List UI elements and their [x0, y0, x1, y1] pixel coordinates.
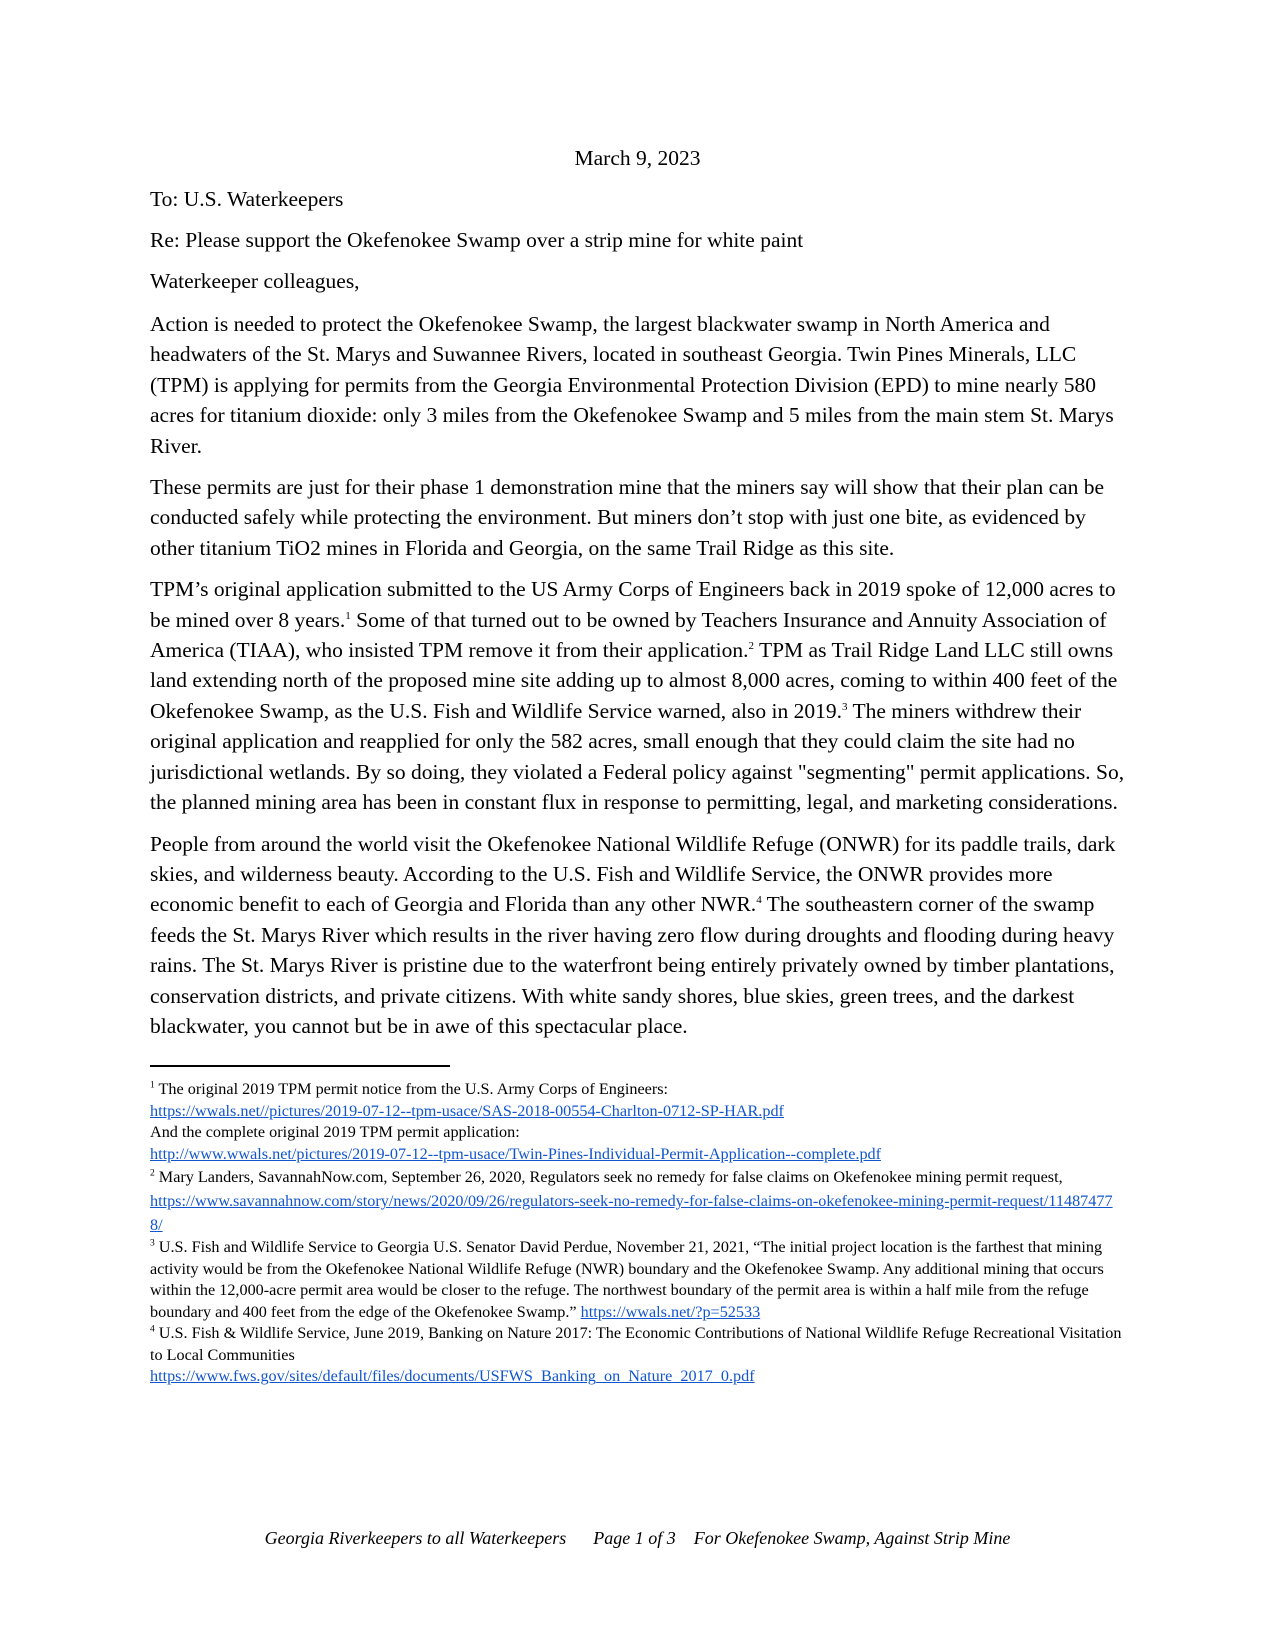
letter-date: March 9, 2023 [574, 146, 701, 170]
footnote-2-link[interactable]: https://www.savannahnow.com/story/news/2020/09/26/regulators-seek-no-remedy-for-false-claims-on-okefenokee-mining-permit-request/114874778/ [150, 1192, 1113, 1235]
footnote-1-text-2: And the complete original 2019 TPM permit application: [150, 1123, 520, 1142]
paragraph-3-part-a: TPM’s original application submitted to the US Army Corps of Engineers back in 2019 spoke of 12,000 acres to be mined over 8 years. [150, 577, 1116, 632]
footnote-3-number: 3 [150, 1238, 155, 1249]
salutation: Waterkeeper colleagues, [150, 269, 360, 293]
footnote-ref-2[interactable]: 2 [748, 639, 754, 652]
footnote-4-number: 4 [150, 1324, 155, 1335]
footnote-4-link[interactable]: https://www.fws.gov/sites/default/files/documents/USFWS_Banking_on_Nature_2017_0.pdf [150, 1367, 755, 1386]
footnote-1-number: 1 [150, 1080, 155, 1091]
footnote-1 [150, 1079, 1125, 1165]
footnote-2-text: Mary Landers, SavannahNow.com, September 26, 2020, Regulators seek no remedy for false claims on Okefenokee mining permit request, [158, 1168, 1063, 1187]
paragraph-1: Action is needed to protect the Okefenokee Swamp, the largest blackwater swamp in North America and headwaters of the St. Marys and Suwannee Rivers, located in southeast Georgia. Twin Pines Minerals, LLC (TPM) is applying for permits from the Georgia Environmental Protection Division (EPD) to mine nearly 580 acres for titanium dioxide: only 3 miles from the Okefenokee Swamp and 5 miles from the main stem St. Marys River. [150, 312, 1114, 458]
footnote-1-link-2[interactable]: http://www.wwals.net/pictures/2019-07-12--tpm-usace/Twin-Pines-Individual-Permit-Application--complete.pdf [150, 1144, 882, 1163]
footnote-4 [150, 1323, 1125, 1388]
letter-body [150, 145, 1125, 1388]
footnote-ref-1[interactable]: 1 [345, 609, 351, 622]
paragraph-3-part-c: TPM as Trail Ridge Land LLC still owns land extending north of the proposed mine site adding up to almost 8,000 acres, coming to within 400 feet of the Okefenokee Swamp, as the U.S. Fish and Wildlife Service warned, also in 2019. [150, 638, 1118, 723]
footnote-ref-4[interactable]: 4 [756, 894, 762, 907]
page-footer: Georgia Riverkeepers to all Waterkeepers Page 1 of 3 For Okefenokee Swamp, Against Strip Mine [264, 1528, 1011, 1548]
footnote-1-text: The original 2019 TPM permit notice from the U.S. Army Corps of Engineers: [158, 1080, 669, 1099]
footnote-2 [150, 1165, 1125, 1237]
subject-line: Re: Please support the Okefenokee Swamp over a strip mine for white paint [150, 228, 804, 252]
paragraph-4-part-b: The southeastern corner of the swamp feeds the St. Marys River which results in the river having zero flow during droughts and flooding during heavy rains. The St. Marys River is pristine due to the waterfront being entirely privately owned by timber plantations, conservation districts, and private citizens. With white sandy shores, blue skies, green trees, and the darkest blackwater, you cannot but be in awe of this spectacular place. [150, 892, 1115, 1038]
paragraph-3-part-d: The miners withdrew their original application and reapplied for only the 582 acres, small enough that they could claim the site had no jurisdictional wetlands. By so doing, they violated a Federal policy against "segmenting" permit applications. So, the planned mining area has been in constant flux in response to permitting, legal, and marketing considerations. [150, 698, 1125, 815]
footnote-3-text: U.S. Fish and Wildlife Service to Georgia U.S. Senator David Perdue, November 21, 2021, “The initial project location is the farthest that mining activity would be from the Okefenokee National Wildlife Refuge (NWR) boundary and the Okefenokee Swamp. Any additional mining that occurs within the 12,000-acre permit area would be closer to the refuge. The northwest boundary of the permit area is within a half mile from the refuge boundary and 400 feet from the edge of the Okefenokee Swamp.” [150, 1238, 1104, 1321]
paragraph-3-part-b: Some of that turned out to be owned by Teachers Insurance and Annuity Association of America (TIAA), who insisted TPM remove it from their application. [150, 607, 1107, 663]
paragraph-2: These permits are just for their phase 1 demonstration mine that the miners say will show that their plan can be conducted safely while protecting the environment. But miners don’t stop with just one bite, as evidenced by other titanium TiO2 mines in Florida and Georgia, on the same Trail Ridge as this site. [150, 475, 1105, 560]
paragraph-3 [150, 574, 1125, 817]
recipient-line: To: U.S. Waterkeepers [150, 187, 344, 211]
footnote-ref-3[interactable]: 3 [841, 700, 848, 713]
paragraph-4-part-a: People from around the world visit the Okefenokee National Wildlife Refuge (ONWR) for its paddle trails, dark skies, and wilderness beauty. According to the U.S. Fish and Wildlife Service, the ONWR provides more economic benefit to each of Georgia and Florida than any other NWR. [150, 831, 1116, 917]
footnote-4-text: U.S. Fish & Wildlife Service, June 2019, Banking on Nature 2017: The Economic Contributions of National Wildlife Refuge Recreational Visitation to Local Communities [150, 1324, 1122, 1364]
paragraph-4 [150, 829, 1125, 1042]
footnote-2-number: 2 [150, 1168, 155, 1179]
footnote-3 [150, 1237, 1125, 1323]
footnote-1-link[interactable]: https://wwals.net//pictures/2019-07-12--tpm-usace/SAS-2018-00554-Charlton-0712-SP-HAR.pdf [150, 1101, 784, 1120]
footnotes [150, 1079, 1125, 1388]
footnote-3-link[interactable]: https://wwals.net/?p=52533 [580, 1302, 761, 1321]
footnote-separator [150, 1065, 450, 1067]
